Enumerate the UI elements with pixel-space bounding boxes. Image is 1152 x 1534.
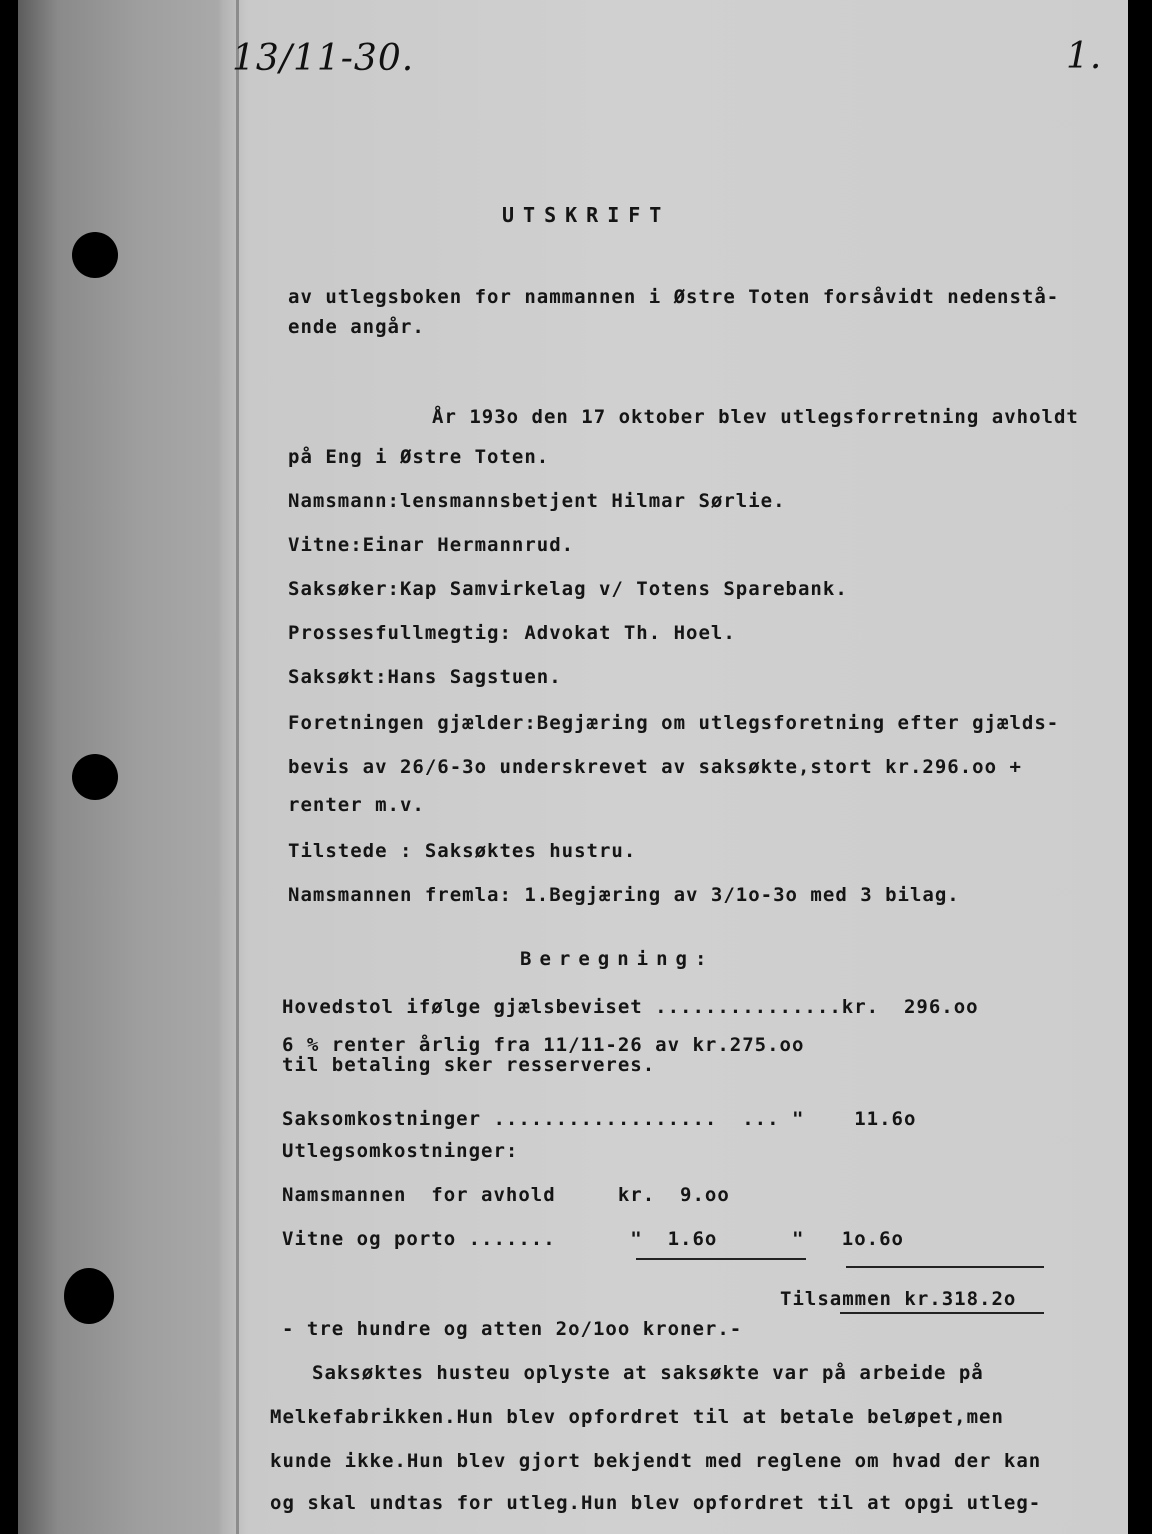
calculation-row: Vitne og porto ....... " 1.6o " 1o.6o — [282, 1228, 904, 1250]
intro-line: av utlegsboken for nammannen i Østre Toten forsåvidt nedenstå- — [288, 286, 1060, 308]
calculation-row: Saksomkostninger .................. ... " 11.6o — [282, 1108, 917, 1130]
underline — [846, 1266, 1044, 1268]
calculation-total: Tilsammen kr.318.2o — [780, 1288, 1017, 1310]
body-line: Tilstede : Saksøktes hustru. — [288, 840, 637, 862]
total-underline — [840, 1312, 1044, 1314]
body-line: på Eng i Østre Toten. — [288, 446, 550, 468]
punch-hole — [72, 754, 118, 800]
handwritten-date: 13/11-30. — [232, 38, 415, 79]
amount-in-words: - tre hundre og atten 2o/1oo kroner.- — [282, 1318, 743, 1340]
document-title: UTSKRIFT — [502, 203, 671, 227]
body-line: Namsmannen fremla: 1.Begjæring av 3/1o-3o med 3 bilag. — [288, 884, 960, 906]
body-line: Foretningen gjælder:Begjæring om utlegsforetning efter gjælds- — [288, 712, 1060, 734]
punch-hole — [72, 232, 118, 278]
body-line: Vitne:Einar Hermannrud. — [288, 534, 575, 556]
calculation-heading: Beregning: — [520, 948, 715, 970]
body-line: Saksøker:Kap Samvirkelag v/ Totens Sparebank. — [288, 578, 848, 600]
closing-line: Saksøktes husteu oplyste at saksøkte var på arbeide på — [312, 1362, 984, 1384]
punch-hole — [64, 1268, 114, 1324]
body-line: bevis av 26/6-3o underskrevet av saksøkte,stort kr.296.oo + — [288, 756, 1022, 778]
body-line: År 193o den 17 oktober blev utlegsforretning avholdt — [432, 406, 1079, 428]
intro-line: ende angår. — [288, 316, 425, 338]
handwritten-page-number: 1. — [1066, 36, 1103, 77]
closing-line: Melkefabrikken.Hun blev opfordret til at betale beløpet,men — [270, 1406, 1004, 1428]
body-line: renter m.v. — [288, 794, 425, 816]
calculation-row: Utlegsomkostninger: — [282, 1140, 519, 1162]
underline — [636, 1258, 806, 1260]
body-line: Saksøkt:Hans Sagstuen. — [288, 666, 562, 688]
closing-line: kunde ikke.Hun blev gjort bekjendt med reglene om hvad der kan — [270, 1450, 1042, 1472]
calculation-row: Hovedstol ifølge gjælsbeviset ...............kr. 296.oo — [282, 996, 979, 1018]
body-line: Namsmann:lensmannsbetjent Hilmar Sørlie. — [288, 490, 786, 512]
calculation-row: 6 % renter årlig fra 11/11-26 av kr.275.oo — [282, 1034, 805, 1056]
calculation-row: til betaling sker resserveres. — [282, 1054, 656, 1076]
closing-line: og skal undtas for utleg.Hun blev opfordret til at opgi utleg- — [270, 1492, 1042, 1514]
body-line: Prossesfullmegtig: Advokat Th. Hoel. — [288, 622, 736, 644]
calculation-row: Namsmannen for avhold kr. 9.oo — [282, 1184, 730, 1206]
page-fold-line — [236, 0, 239, 1534]
